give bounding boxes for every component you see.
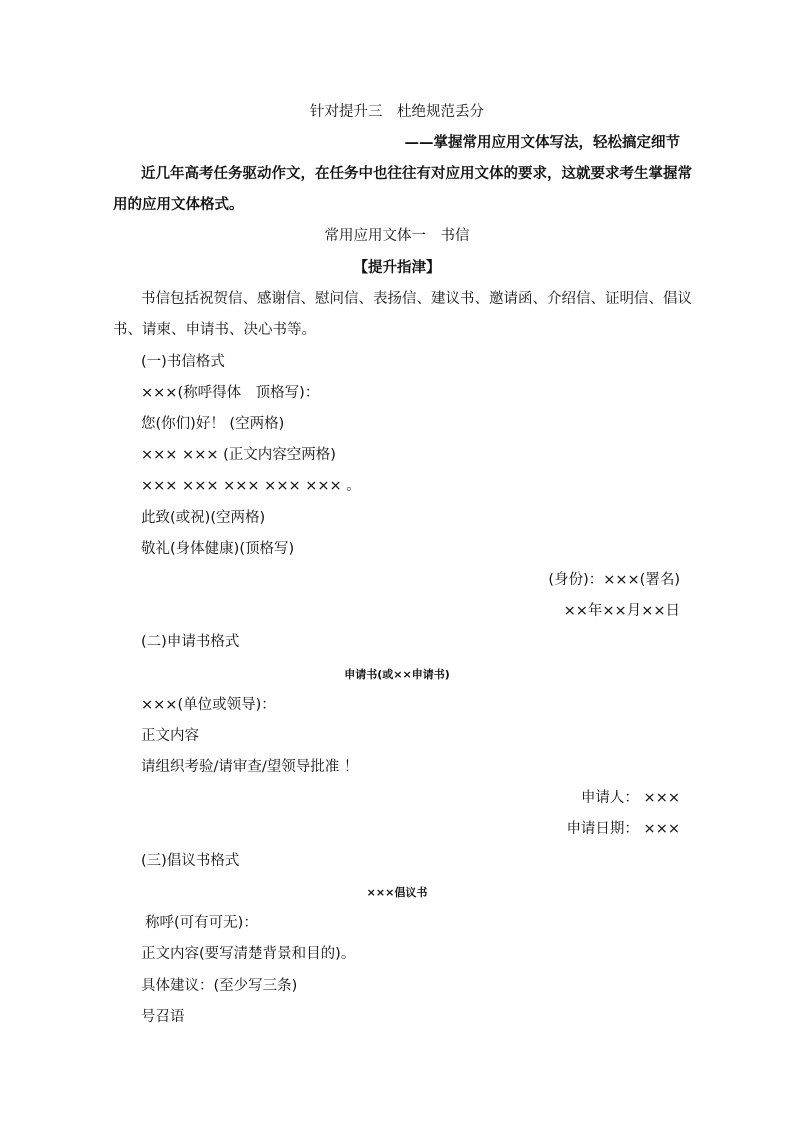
page-title: 针对提升三 杜绝规范丢分: [310, 104, 484, 120]
letter-closing-1: 此致(或祝)(空两格): [141, 510, 266, 526]
letter-types-line-2: 书、请柬、申请书、决心书等。: [113, 322, 316, 338]
application-request: 请组织考验/请审查/望领导批准 ！: [141, 759, 359, 775]
letter-salutation: ×××(称呼得体 顶格写)：: [141, 385, 320, 401]
letter-body-line-2: ××× ××× ××× ××× ××× 。: [141, 478, 361, 494]
page-subtitle: ——掌握常用应用文体写法，轻松搞定细节: [404, 135, 680, 151]
application-recipient: ×××(单位或领导)：: [141, 697, 276, 713]
application-format-heading: (二)申请书格式: [141, 634, 240, 650]
section-heading-letters: 常用应用文体一 书信: [324, 228, 470, 244]
proposal-salutation: 称呼(可有可无)：: [145, 915, 258, 931]
letter-format-heading: (一)书信格式: [141, 354, 225, 370]
letter-body-line-1: ××× ××× (正文内容空两格): [141, 447, 336, 463]
letter-types-line-1: 书信包括祝贺信、感谢信、慰问信、表扬信、建议书、邀请函、介绍信、证明信、倡议: [141, 291, 692, 307]
proposal-title: ×××倡议书: [366, 886, 428, 899]
letter-date: ××年××月××日: [563, 603, 680, 619]
proposal-suggestion: 具体建议：(至少写三条): [141, 978, 298, 994]
proposal-body: 正文内容(要写清楚背景和目的)。: [141, 946, 356, 962]
letter-closing-2: 敬礼(身体健康)(顶格写): [141, 541, 295, 557]
application-applicant: 申请人： ×××: [580, 790, 680, 806]
letter-signature: (身份)：×××(署名): [548, 572, 680, 588]
intro-line-1: 近几年高考任务驱动作文，在任务中也往往有对应用文体的要求，这就要求考生掌握常: [141, 166, 692, 182]
proposal-format-heading: (三)倡议书格式: [141, 853, 240, 869]
application-body: 正文内容: [141, 728, 199, 744]
application-date: 申请日期： ×××: [566, 821, 680, 837]
proposal-slogan: 号召语: [141, 1009, 185, 1025]
section-label-guide: 【提升指津】: [353, 260, 441, 276]
application-title: 申请书(或××申请书): [344, 668, 450, 681]
letter-greeting: 您(你们)好！ (空两格): [141, 416, 285, 432]
intro-line-2: 用的应用文体格式。: [113, 197, 244, 213]
